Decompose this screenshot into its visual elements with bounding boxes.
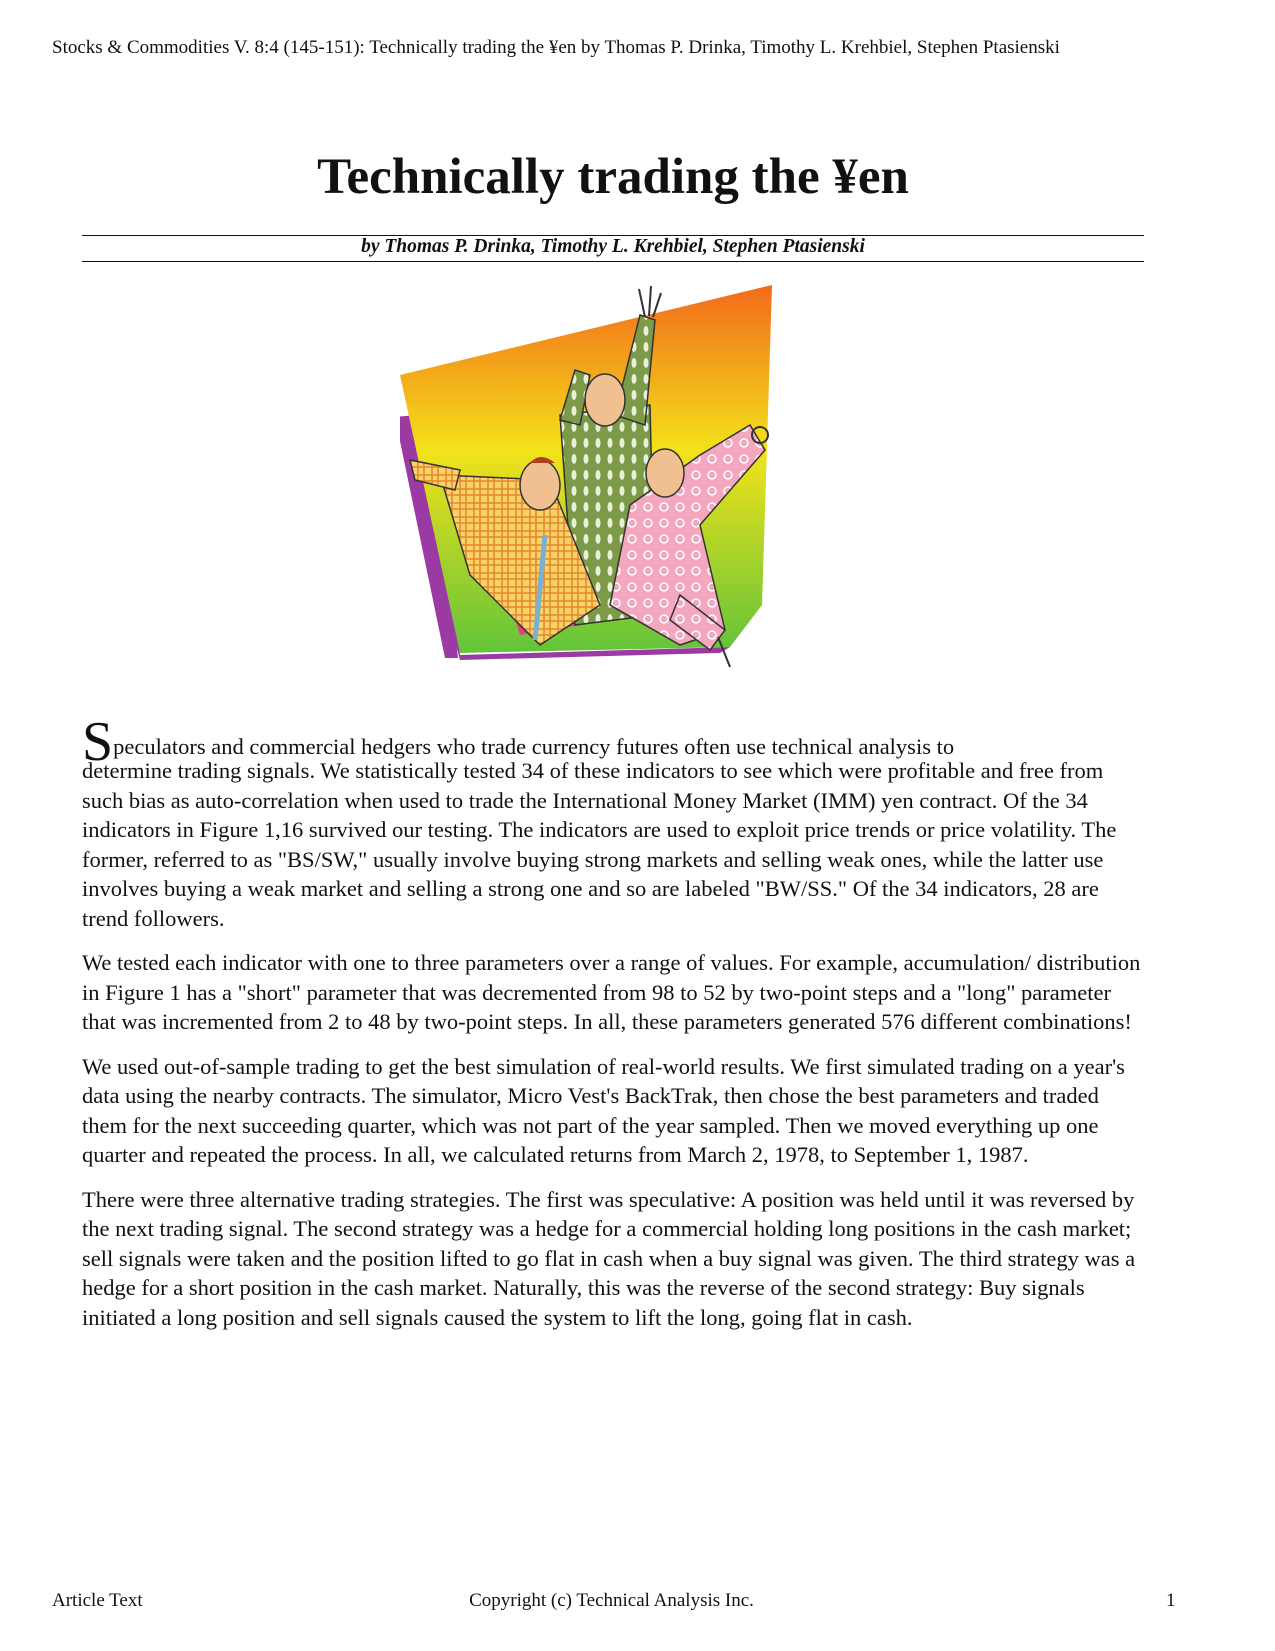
footer-label: Article Text xyxy=(52,1590,143,1611)
paragraph-2: determine trading signals. We statistically tested 34 of these indicators to see which were profitable and free from such bias as auto-correlation when used to trade the International Money Market (IMM) yen contract. Of the 34 indicators in Figure 1,16 survived our testing. The indicators are used to exploit price trends or price volatility. The former, referred to as "BS/SW," usually involve buying strong markets and selling weak ones, while the latter use involves buying a weak market and selling a strong one and so are labeled "BW/SS." Of the 34 indicators, 28 are trend followers. xyxy=(82,758,1117,931)
paragraph-3: We tested each indicator with one to three parameters over a range of values. For example, accumulation/ distribution in Figure 1 has a "short" parameter that was decremented from 98 to 52 by two-point steps and a "long" parameter that was incremented from 2 to 48 by two-point steps. In all, these parameters generated 576 different combinations! xyxy=(82,950,1141,1034)
paragraph-1-text: peculators and commercial hedgers who trade currency futures often use technical analysis to xyxy=(113,734,955,759)
byline-bottom-rule xyxy=(82,261,1144,262)
footer-copyright: Copyright (c) Technical Analysis Inc. xyxy=(469,1590,754,1611)
drop-cap: S xyxy=(82,711,114,773)
traders-illustration xyxy=(400,275,820,715)
article-body xyxy=(82,711,1144,1347)
paragraph-5: There were three alternative trading strategies. The first was speculative: A position was held until it was reversed by the next trading signal. The second strategy was a hedge for a commercial holding long positions in the cash market; sell signals were taken and the position lifted to go flat in cash when a buy signal was given. The third strategy was a hedge for a short position in the cash market. Naturally, this was the reverse of the second strategy: Buy signals initiated a long position and sell signals caused the system to lift the long, going flat in cash. xyxy=(82,1186,1136,1330)
article-byline: by Thomas P. Drinka, Timothy L. Krehbiel, Stephen Ptasienski xyxy=(361,236,865,257)
page-number: 1 xyxy=(1166,1590,1176,1611)
article-title: Technically trading the ¥en xyxy=(317,149,909,205)
paragraph-4: We used out-of-sample trading to get the best simulation of real-world results. We first simulated trading on a year's data using the nearby contracts. The simulator, Micro Vest's BackTrak, then chose the best parameters and traded them for the next succeeding quarter, which was not part of the year sampled. Then we moved everything up one quarter and repeated the process. In all, we calculated returns from March 2, 1978, to September 1, 1987. xyxy=(82,1053,1125,1167)
running-head: Stocks & Commodities V. 8:4 (145-151): Technically trading the ¥en by Thomas P. Drinka, Timothy L. Krehbiel, Stephen Ptasienski xyxy=(52,37,1060,58)
